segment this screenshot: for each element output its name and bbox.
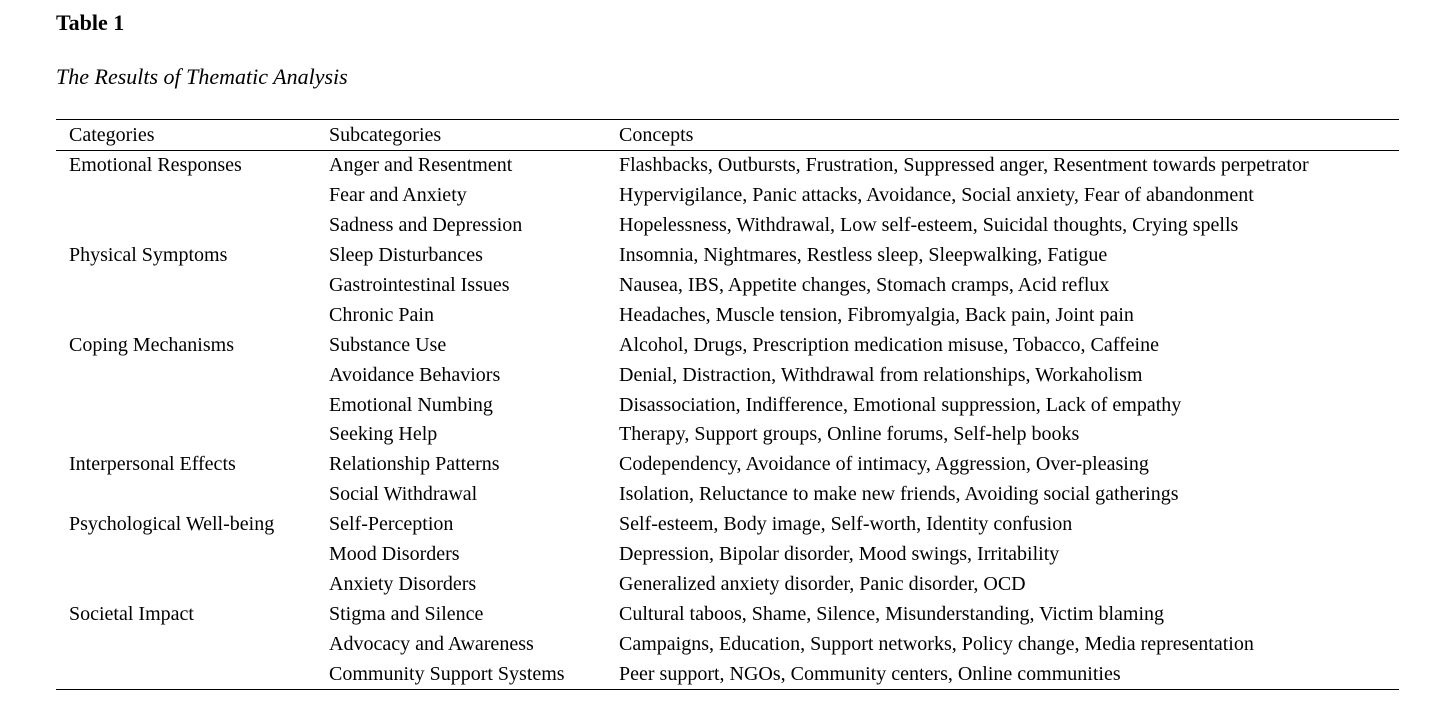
subcategory-cell: Anxiety Disorders [329,572,477,595]
category-cell [56,540,329,570]
concepts-cell: Denial, Distraction, Withdrawal from relationships, Workaholism [619,363,1143,386]
subcategory-cell: Social Withdrawal [329,483,478,506]
subcategory-cell: Substance Use [329,333,447,356]
subcategory-cell: Stigma and Silence [329,602,484,625]
table-row [56,629,1399,659]
table-row [56,599,1399,629]
subcategory-cell: Anger and Resentment [329,154,513,177]
category-cell: Coping Mechanisms [69,333,234,356]
table-row [56,510,1399,540]
subcategory-cell: Gastrointestinal Issues [329,274,510,296]
table-row [56,360,1399,390]
subcategory-cell: Fear and Anxiety [329,184,467,207]
category-cell: Interpersonal Effects [69,453,236,476]
table-label: Table 1 [56,10,125,35]
table-body [56,151,1399,690]
category-cell [56,420,329,450]
results-table [56,119,1399,690]
subcategory-cell: Sadness and Depression [329,214,523,237]
subcategory-cell: Community Support Systems [329,662,565,685]
subcategory-cell: Chronic Pain [329,303,434,326]
table-row [56,300,1399,330]
concepts-cell: Depression, Bipolar disorder, Mood swings, Irritability [619,543,1060,566]
subcategory-cell: Self-Perception [329,513,454,536]
concepts-cell: Headaches, Muscle tension, Fibromyalgia, Back pain, Joint pain [619,303,1134,326]
table-row [56,241,1399,271]
category-cell [56,300,329,330]
category-cell [56,569,329,599]
subcategory-cell: Emotional Numbing [329,393,493,416]
category-cell [56,390,329,420]
concepts-cell: Hopelessness, Withdrawal, Low self-esteem, Suicidal thoughts, Crying spells [619,214,1239,237]
table-row [56,569,1399,599]
concepts-cell: Generalized anxiety disorder, Panic disorder, OCD [619,572,1026,595]
table-row [56,450,1399,480]
table-row [56,390,1399,420]
subcategory-cell: Avoidance Behaviors [329,363,501,386]
category-cell: Societal Impact [69,602,194,625]
subcategory-cell: Mood Disorders [329,543,460,566]
table-row [56,659,1399,689]
concepts-cell: Codependency, Avoidance of intimacy, Aggression, Over-pleasing [619,453,1149,476]
category-cell: Psychological Well-being [69,513,275,536]
concepts-cell: Hypervigilance, Panic attacks, Avoidance, Social anxiety, Fear of abandonment [619,184,1254,207]
table-row [56,330,1399,360]
table-row [56,540,1399,570]
concepts-cell: Cultural taboos, Shame, Silence, Misunderstanding, Victim blaming [619,602,1165,625]
category-cell [56,629,329,659]
table-row [56,480,1399,510]
concepts-cell: Alcohol, Drugs, Prescription medication misuse, Tobacco, Caffeine [619,333,1159,356]
header-row [56,120,1399,151]
category-cell [56,480,329,510]
header-concepts: Concepts [619,120,1399,151]
concepts-cell: Campaigns, Education, Support networks, Policy change, Media representation [619,632,1254,655]
category-cell: Emotional Responses [69,154,242,177]
subcategory-cell: Sleep Disturbances [329,244,483,267]
category-cell [56,211,329,241]
concepts-cell: Nausea, IBS, Appetite changes, Stomach cramps, Acid reflux [619,274,1110,296]
category-cell [56,181,329,211]
table-row [56,211,1399,241]
concepts-cell: Therapy, Support groups, Online forums, Self-help books [619,423,1080,446]
concepts-cell: Peer support, NGOs, Community centers, Online communities [619,662,1121,685]
concepts-cell: Insomnia, Nightmares, Restless sleep, Sleepwalking, Fatigue [619,244,1108,267]
subcategory-cell: Seeking Help [329,423,438,446]
header-subcategories: Subcategories [329,120,619,151]
table-header [56,120,1399,151]
subcategory-cell: Relationship Patterns [329,453,500,476]
header-categories: Categories [56,120,329,151]
concepts-cell: Self-esteem, Body image, Self-worth, Identity confusion [619,513,1073,536]
subcategory-cell: Advocacy and Awareness [329,632,534,655]
table-row [56,271,1399,301]
table-row [56,420,1399,450]
category-cell [56,271,329,301]
table-row [56,151,1399,181]
concepts-cell: Flashbacks, Outbursts, Frustration, Suppressed anger, Resentment towards perpetrator [619,154,1309,177]
concepts-cell: Disassociation, Indifference, Emotional suppression, Lack of empathy [619,393,1182,416]
table-title: The Results of Thematic Analysis [56,64,348,89]
category-cell: Physical Symptoms [69,244,228,267]
table-row [56,181,1399,211]
category-cell [56,659,329,689]
concepts-cell: Isolation, Reluctance to make new friends, Avoiding social gatherings [619,483,1179,506]
category-cell [56,360,329,390]
